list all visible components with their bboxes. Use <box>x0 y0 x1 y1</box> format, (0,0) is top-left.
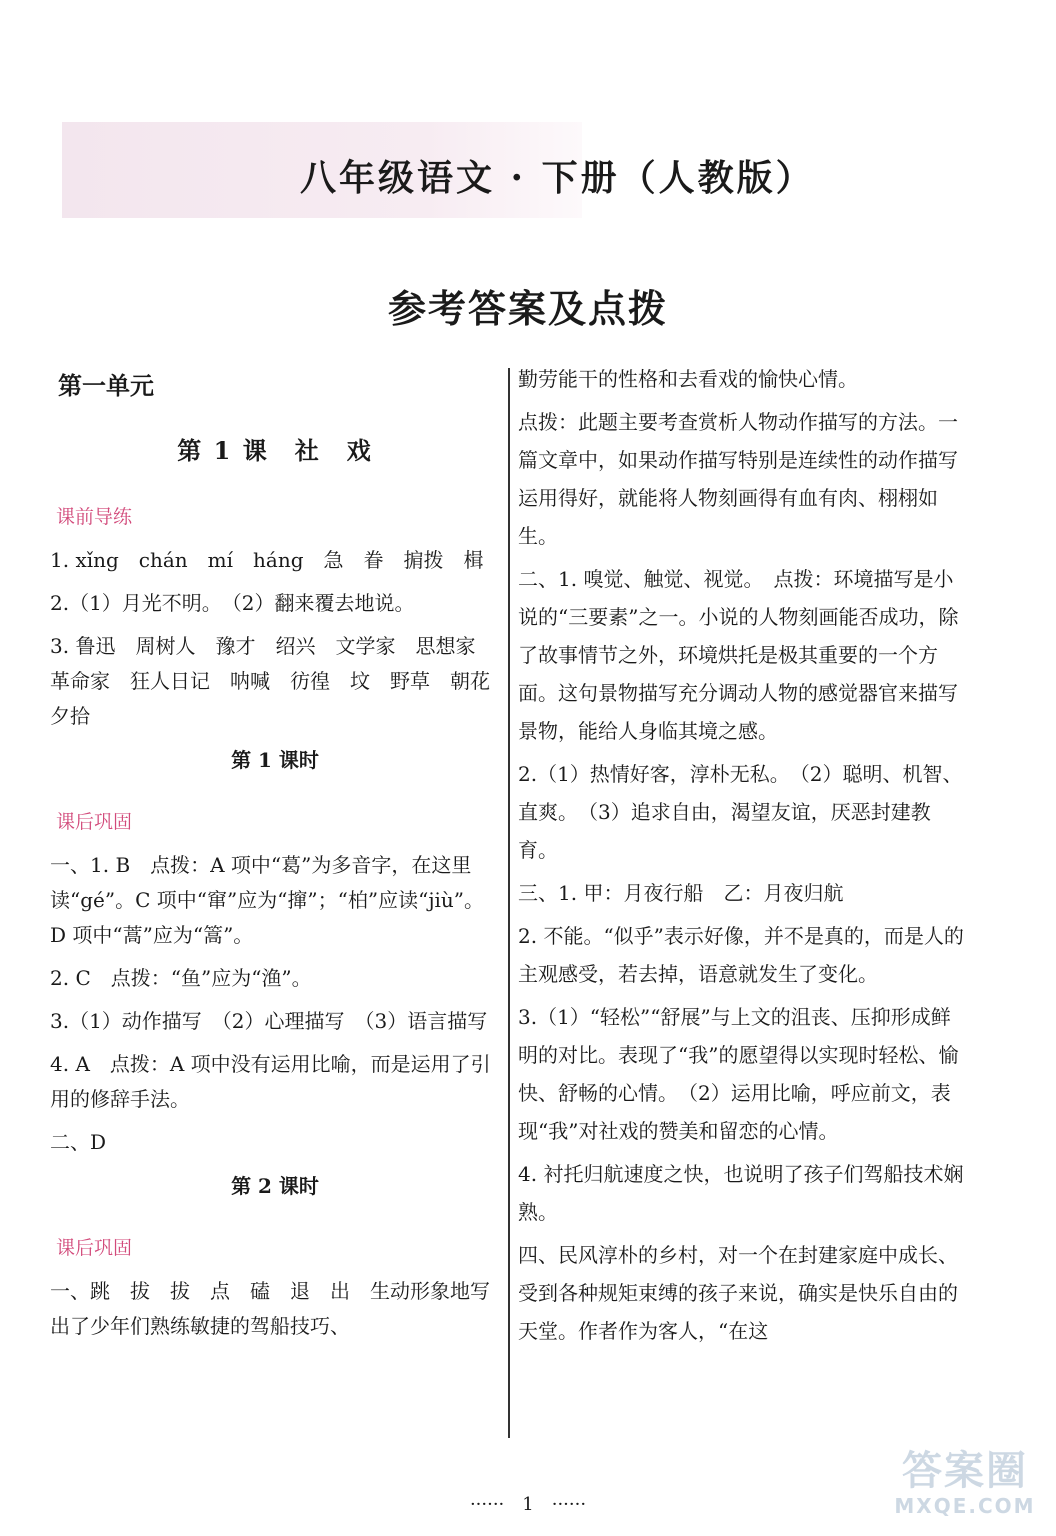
page-number: ······ 1 ······ <box>469 1494 587 1515</box>
answer-item: 三、1. 甲：月夜行船 乙：月夜归航 <box>518 881 844 905</box>
watermark-url: MXQE.COM <box>894 1494 1036 1518</box>
section-label-prestudy: 课前导练 <box>56 506 133 528</box>
watermark-logo <box>890 1448 1040 1528</box>
unit-heading: 第一单元 <box>58 372 154 400</box>
answer-item: 二、D <box>50 1130 107 1154</box>
answer-item: 勤劳能干的性格和去看戏的愉快心情。 <box>518 367 858 391</box>
watermark-text: 答案圈 <box>902 1448 1028 1494</box>
answer-item: 3. 鲁迅 周树人 豫才 绍兴 文学家 思想家 革命家 狂人日记 呐喊 彷徨 坟 野草 朝花夕拾 <box>50 634 496 728</box>
lesson-heading: 第 1 课 社 戏 <box>177 436 373 465</box>
period-heading-1: 第 1 课时 <box>231 748 319 772</box>
left-column <box>50 360 500 1352</box>
answer-item: 4. 衬托归航速度之快，也说明了孩子们驾船技术娴熟。 <box>518 1162 964 1224</box>
page-title: 参考答案及点拨 <box>387 286 668 331</box>
answer-item: 2.（1）月光不明。 （2）翻来覆去地说。 <box>50 591 415 615</box>
answer-item: 一、1. B 点拨：A 项中“葛”为多音字，在这里读“gé”。C 项中“窜”应为“撺”；“柏”应读“jiù”。D 项中“蒿”应为“篙”。 <box>50 853 485 947</box>
answer-item: 2.（1）热情好客，淳朴无私。 （2）聪明、机智、直爽。 （3）追求自由，渴望友谊，厌恶封建教育。 <box>518 762 963 862</box>
answer-item: 3.（1）“轻松”“舒展”与上文的沮丧、压抑形成鲜明的对比。表现了“我”的愿望得以实现时轻松、愉快、舒畅的心情。 （2）运用比喻，呼应前文，表现“我”对社戏的赞美和留恋的心情。 <box>518 1005 959 1143</box>
section-label-review-1: 课后巩固 <box>56 811 133 833</box>
period-heading-2: 第 2 课时 <box>231 1174 319 1198</box>
right-column <box>518 360 968 1355</box>
answer-item: 四、民风淳朴的乡村，对一个在封建家庭中成长、受到各种规矩束缚的孩子来说，确实是快乐自由的天堂。作者作为客人，“在这 <box>518 1243 958 1343</box>
answer-item: 2. C 点拨：“鱼”应为“渔”。 <box>50 966 312 990</box>
answer-item: 4. A 点拨：A 项中没有运用比喻，而是运用了引用的修辞手法。 <box>50 1052 491 1111</box>
answer-item: 3.（1）动作描写 （2）心理描写 （3）语言描写 <box>50 1009 488 1033</box>
answer-item: 一、跳 拔 拔 点 磕 退 出 生动形象地写出了少年们熟练敏捷的驾船技巧、 <box>50 1279 490 1338</box>
section-label-review-2: 课后巩固 <box>56 1237 133 1259</box>
answer-item: 二、1. 嗅觉、触觉、视觉。 点拨：环境描写是小说的“三要素”之一。小说的人物刻画能否成功，除了故事情节之外，环境烘托是极其重要的一个方面。这句景物描写充分调动人物的感觉器官来描写景物，能给人身临其境之感。 <box>518 567 959 743</box>
column-divider <box>508 368 510 1438</box>
answer-item: 1. xǐng chán mí háng 急 眷 掮拨 楫 <box>50 548 484 572</box>
book-title: 八年级语文 · 下册（人教版） <box>300 157 815 199</box>
answer-item: 点拨：此题主要考查赏析人物动作描写的方法。一篇文章中，如果动作描写特别是连续性的动作描写运用得好，就能将人物刻画得有血有肉、栩栩如生。 <box>518 410 958 548</box>
answer-item: 2. 不能。“似乎”表示好像，并不是真的，而是人的主观感受，若去掉，语意就发生了变化。 <box>518 924 964 986</box>
